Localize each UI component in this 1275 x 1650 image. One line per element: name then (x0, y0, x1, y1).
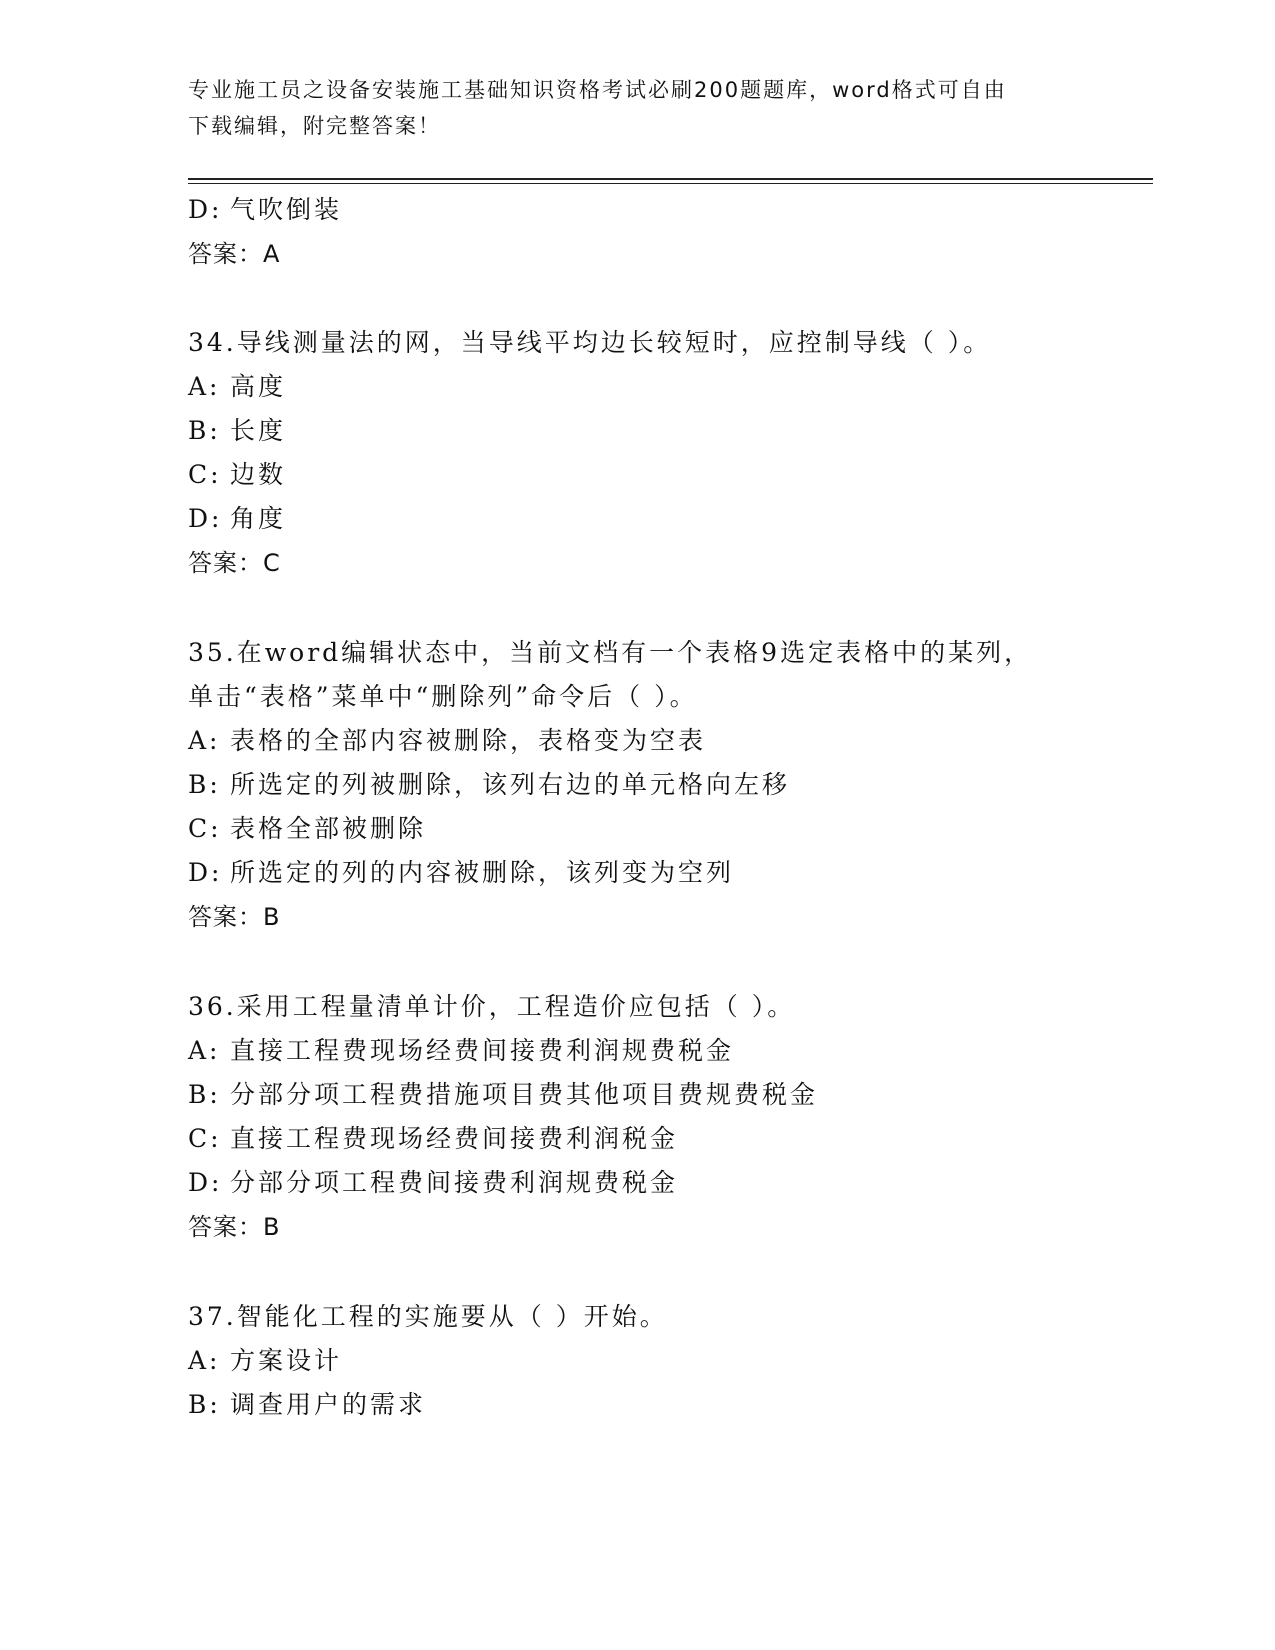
option-text: 直接工程费现场经费间接费利润税金 (230, 1124, 679, 1153)
option-d (188, 502, 286, 536)
option-text: 所选定的列被删除，该列右边的单元格向左移 (230, 770, 791, 799)
option-a (188, 1034, 734, 1068)
option-b (188, 768, 790, 802)
option-b (188, 1078, 818, 1112)
option-text: 方案设计 (230, 1346, 343, 1375)
option-text: 角度 (230, 504, 287, 533)
option-label: C: (188, 1124, 222, 1153)
header-rule-thick (188, 178, 1153, 180)
option-text: 表格的全部内容被删除，表格变为空表 (230, 726, 707, 755)
option-a (188, 370, 286, 404)
option-text: 分部分项工程费措施项目费其他项目费规费税金 (230, 1080, 819, 1109)
header-line-1: 专业施工员之设备安装施工基础知识资格考试必刷200题题库，word格式可自由 (188, 78, 1007, 102)
option-label: D: (188, 858, 223, 887)
question-35-stem-line-1: 35.在word编辑状态中，当前文档有一个表格9选定表格中的某列， (188, 638, 1033, 667)
option-label: D: (188, 504, 223, 533)
option-label: C: (188, 814, 222, 843)
option-label: A: (188, 372, 221, 401)
option-text: 长度 (230, 416, 287, 445)
option-a (188, 1344, 342, 1378)
option-d (188, 1166, 678, 1200)
option-c (188, 1122, 678, 1156)
option-text: 边数 (230, 460, 287, 489)
option-text: 直接工程费现场经费间接费利润规费税金 (230, 1036, 735, 1065)
option-label: B: (188, 1080, 221, 1109)
option-text: 表格全部被删除 (230, 814, 427, 843)
option-text: 调查用户的需求 (230, 1390, 427, 1419)
option-text: 所选定的列的内容被删除，该列变为空列 (230, 858, 735, 887)
option-text: 高度 (230, 372, 287, 401)
option-text: 气吹倒装 (230, 195, 343, 224)
answer-line: 答案：A (188, 240, 281, 268)
option-label: B: (188, 770, 221, 799)
question-34-stem: 34.导线测量法的网，当导线平均边长较短时，应控制导线（ ）。 (188, 328, 992, 357)
option-a (188, 724, 706, 758)
question-36-stem: 36.采用工程量清单计价，工程造价应包括（ ）。 (188, 992, 796, 1021)
question-37-stem: 37.智能化工程的实施要从（ ）开始。 (188, 1302, 668, 1331)
option-label: C: (188, 460, 222, 489)
option-c (188, 812, 426, 846)
option-c (188, 458, 286, 492)
option-label: A: (188, 1036, 221, 1065)
option-label: A: (188, 1346, 221, 1375)
header-rule-thin (188, 183, 1153, 184)
page-header (188, 72, 1068, 144)
option-d (188, 193, 342, 227)
option-d (188, 856, 734, 890)
option-label: D: (188, 195, 223, 224)
answer-line: 答案：B (188, 903, 281, 931)
option-label: D: (188, 1168, 223, 1197)
option-b (188, 414, 286, 448)
option-label: B: (188, 416, 221, 445)
option-label: B: (188, 1390, 221, 1419)
option-text: 分部分项工程费间接费利润规费税金 (230, 1168, 679, 1197)
header-line-2: 下载编辑，附完整答案！ (188, 114, 441, 138)
answer-line: 答案：C (188, 549, 281, 577)
question-35-stem-line-2: 单击“表格”菜单中“删除列”命令后（ ）。 (188, 682, 698, 711)
option-label: A: (188, 726, 221, 755)
answer-line: 答案：B (188, 1213, 281, 1241)
option-b (188, 1388, 426, 1422)
